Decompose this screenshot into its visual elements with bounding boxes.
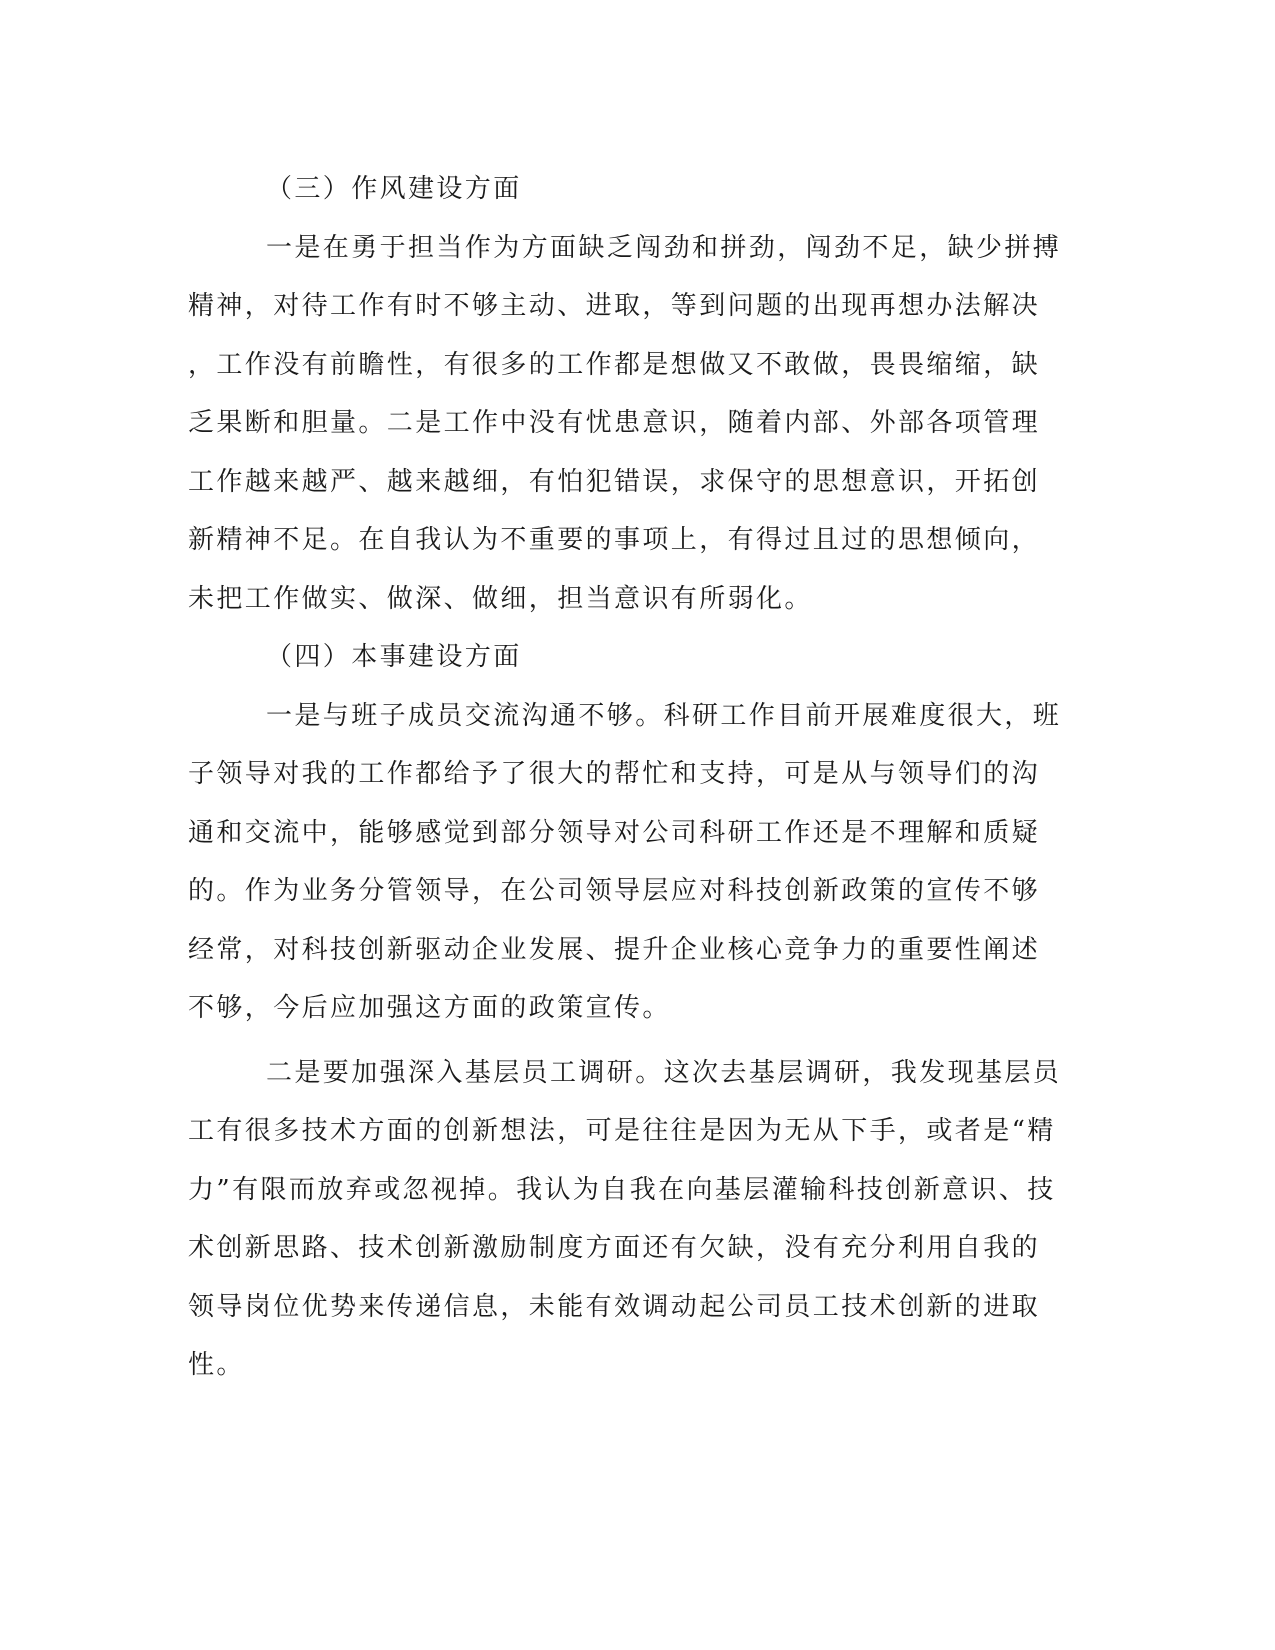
paragraph-line: 不够，今后应加强这方面的政策宣传。 [188, 993, 671, 1023]
paragraph-line: 一是与班子成员交流沟通不够。科研工作目前开展难度很大，班 [266, 700, 1062, 731]
paragraph-line: 未把工作做实、做深、做细，担当意识有所弱化。 [188, 583, 813, 614]
paragraph-line: 领导岗位优势来传递信息，未能有效调动起公司员工技术创新的进取 [188, 1291, 1041, 1322]
section-heading-style: （三）作风建设方面 [266, 174, 522, 204]
paragraph-line: 工作越来越严、越来越细，有怕犯错误，求保守的思想意识，开拓创 [188, 466, 1041, 497]
paragraph-line: 精神，对待工作有时不够主动、进取，等到问题的出现再想办法解决 [188, 291, 1041, 321]
paragraph-line: 一是在勇于担当作为方面缺乏闯劲和拼劲，闯劲不足，缺少拼搏 [266, 232, 1062, 263]
paragraph-line: 经常，对科技创新驱动企业发展、提升企业核心竞争力的重要性阐述 [188, 934, 1041, 965]
section-heading-ability: （四）本事建设方面 [266, 642, 522, 672]
paragraph-line: 力”有限而放弃或忽视掉。我认为自我在向基层灌输科技创新意识、技 [188, 1174, 1056, 1205]
paragraph-line: 乏果断和胆量。二是工作中没有忧患意识，随着内部、外部各项管理 [188, 408, 1041, 438]
paragraph-line: 二是要加强深入基层员工调研。这次去基层调研，我发现基层员 [266, 1057, 1062, 1088]
paragraph-line: ，工作没有前瞻性，有很多的工作都是想做又不敢做，畏畏缩缩，缺 [188, 349, 1041, 380]
paragraph-line: 性。 [188, 1350, 245, 1380]
paragraph-line: 新精神不足。在自我认为不重要的事项上，有得过且过的思想倾向， [188, 525, 1041, 555]
paragraph-line: 通和交流中，能够感觉到部分领导对公司科研工作还是不理解和质疑 [188, 817, 1041, 848]
paragraph-line: 工有很多技术方面的创新想法，可是往往是因为无从下手，或者是“精 [188, 1116, 1056, 1146]
paragraph-line: 术创新思路、技术创新激励制度方面还有欠缺，没有充分利用自我的 [188, 1233, 1041, 1263]
paragraph-line: 的。作为业务分管领导，在公司领导层应对科技创新政策的宣传不够 [188, 876, 1041, 906]
document-body [188, 160, 1068, 1395]
paragraph-line: 子领导对我的工作都给予了很大的帮忙和支持，可是从与领导们的沟 [188, 759, 1041, 789]
